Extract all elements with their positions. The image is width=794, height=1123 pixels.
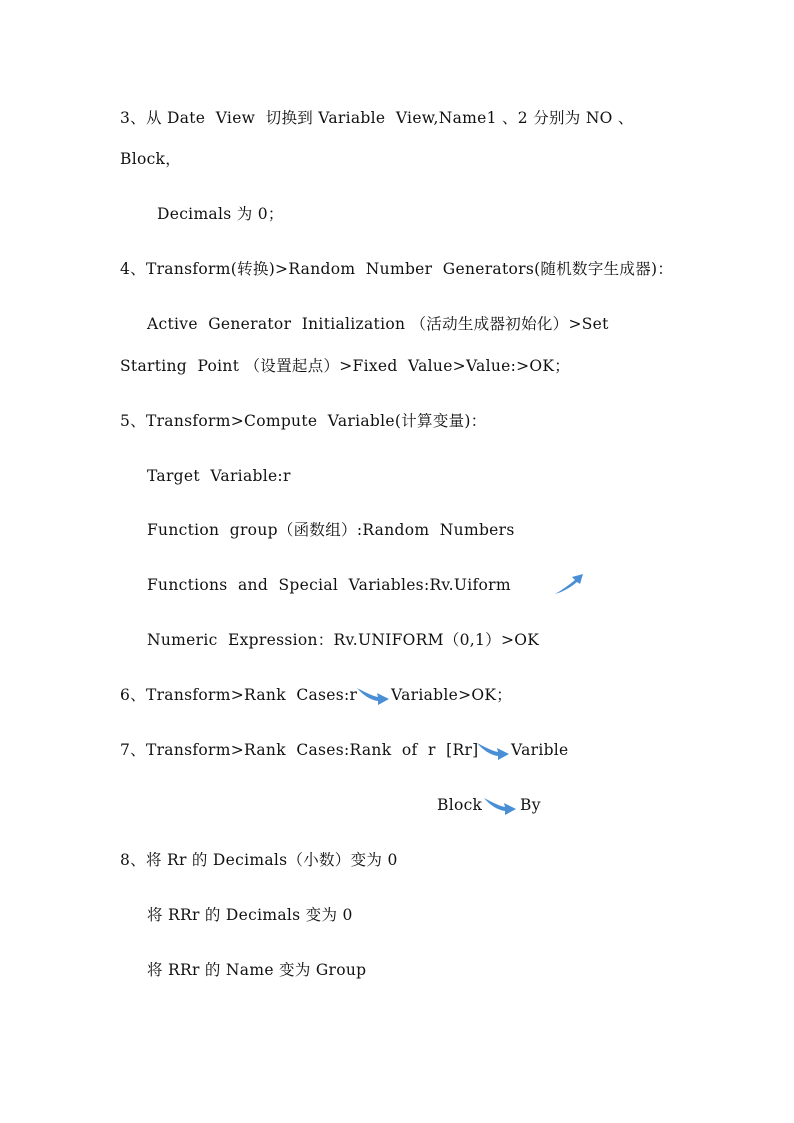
step5-target-variable: Target Variable:r bbox=[147, 467, 291, 485]
step5-heading: 5、Transform>Compute Variable(计算变量)： bbox=[120, 412, 487, 430]
arrow-right-icon bbox=[483, 794, 517, 816]
step7-text-b: Varible bbox=[511, 741, 569, 759]
step7-by-label: By bbox=[520, 796, 541, 814]
step7-block-label: Block bbox=[437, 796, 483, 814]
step6-text-a: 6、Transform>Rank Cases:r bbox=[120, 686, 358, 704]
step3-line2: Block， bbox=[120, 150, 182, 168]
step4-heading: 4、Transform(转换)>Random Number Generators(随机数字生成器)： bbox=[120, 260, 674, 278]
step5-function-group: Function group（函数组）:Random Numbers bbox=[147, 521, 515, 539]
step8-heading: 8、将 Rr 的 Decimals（小数）变为 0 bbox=[120, 851, 398, 869]
step4-starting-point: Starting Point （设置起点）>Fixed Value>Value:>OK； bbox=[120, 357, 571, 375]
step8-rrr-decimals: 将 RRr 的 Decimals 变为 0 bbox=[147, 906, 353, 924]
step4-active-generator: Active Generator Initialization （活动生成器初始化）>Set bbox=[147, 315, 609, 333]
step3-decimals: Decimals 为 0； bbox=[157, 205, 284, 223]
arrow-right-icon bbox=[356, 684, 390, 706]
arrow-right-icon bbox=[476, 739, 510, 761]
step7-text-a: 7、Transform>Rank Cases:Rank of r [Rr] bbox=[120, 741, 479, 759]
step5-functions-special: Functions and Special Variables:Rv.Uiform bbox=[147, 576, 511, 594]
arrow-up-right-icon bbox=[553, 572, 585, 596]
step6-text-b: Variable>OK； bbox=[391, 686, 513, 704]
step8-rrr-name: 将 RRr 的 Name 变为 Group bbox=[147, 961, 367, 979]
step5-numeric-expression: Numeric Expression：Rv.UNIFORM（0,1）>OK bbox=[147, 631, 540, 649]
step3-line1: 3、从 Date View 切换到 Variable View,Name1 、2 分别为 NO 、 bbox=[120, 109, 634, 127]
